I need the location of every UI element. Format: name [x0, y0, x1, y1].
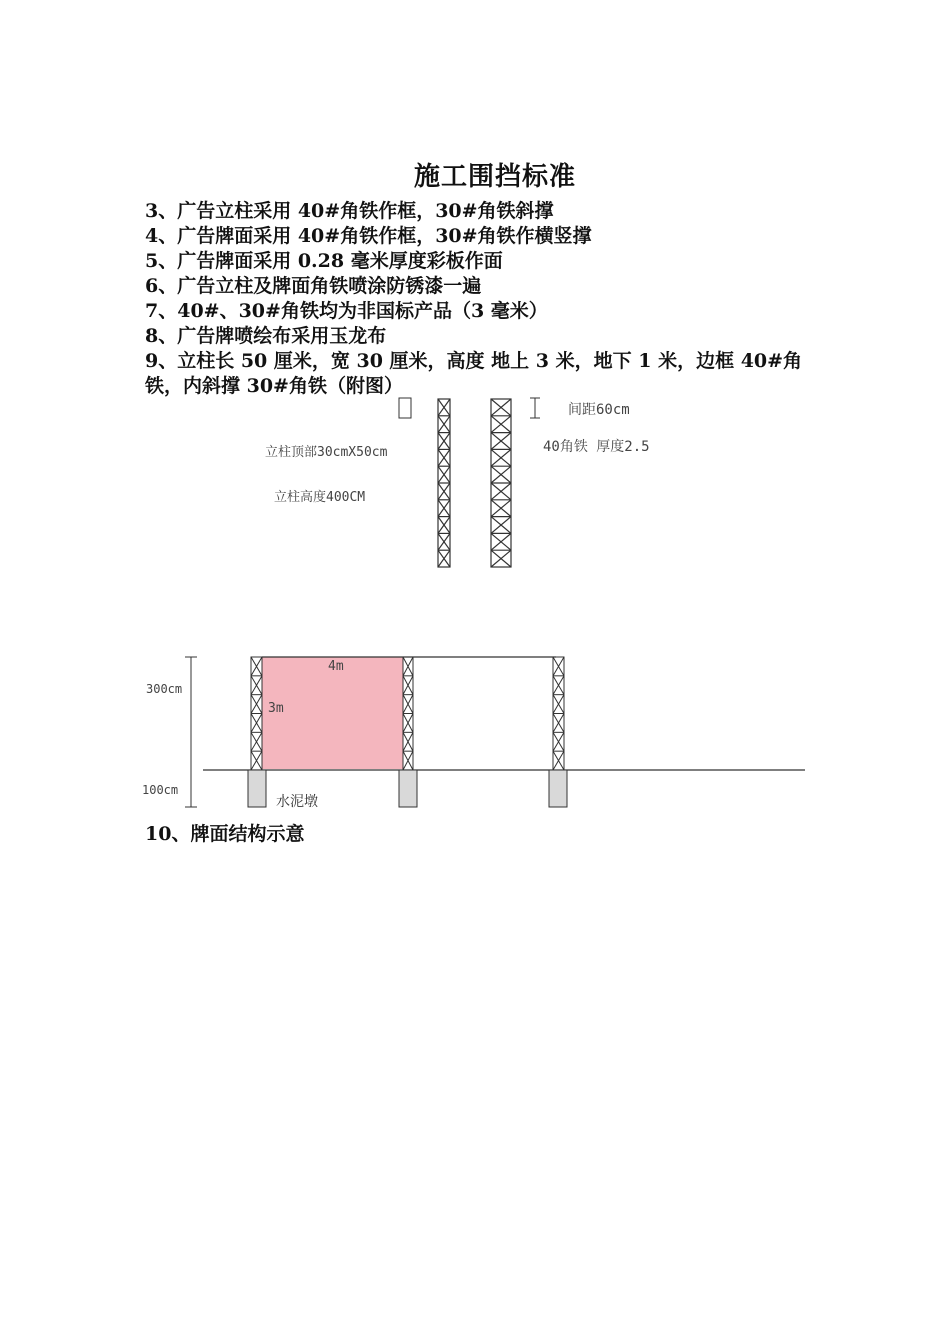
- concrete-base-label: 水泥墩: [276, 794, 318, 810]
- spacing-label: 间距60cm: [568, 402, 630, 418]
- item-9: 9、立柱长 50 厘米，宽 30 厘米，高度 地上 3 米，地下 1 米，边框 40#角铁，内斜撑 30#角铁（附图）: [145, 350, 803, 397]
- column-top-section: [399, 398, 411, 418]
- height-dimension: [185, 657, 197, 807]
- item-5: 5、广告牌面采用 0.28 毫米厚度彩板作面: [145, 250, 503, 272]
- item-3: 3、广告立柱采用 40#角铁作框，30#角铁斜撑: [145, 200, 554, 222]
- item-8: 8、广告牌喷绘布采用玉龙布: [145, 325, 387, 347]
- panel-width-label: 4m: [328, 659, 344, 674]
- column-height-label: 立柱高度400CM: [274, 490, 366, 505]
- figure-caption: 10、牌面结构示意: [145, 823, 305, 845]
- item-6: 6、广告立柱及牌面角铁喷涂防锈漆一遍: [145, 275, 482, 297]
- post-right: [553, 657, 564, 770]
- below-ground-label: 100cm: [142, 783, 179, 797]
- item-4: 4、广告牌面采用 40#角铁作框，30#角铁作横竖撑: [145, 225, 592, 247]
- angle-iron-label: 40角铁 厚度2.5: [543, 439, 650, 455]
- column-front-view: [491, 399, 511, 567]
- column-top-label: 立柱顶部30cmX50cm: [265, 445, 388, 460]
- item-7: 7、40#、30#角铁均为非国标产品（3 毫米）: [145, 300, 548, 322]
- above-ground-label: 300cm: [146, 682, 183, 696]
- spacing-marker: [530, 398, 540, 418]
- panel-height-label: 3m: [268, 701, 284, 716]
- post-middle: [403, 657, 413, 770]
- document-title: 施工围挡标准: [413, 162, 576, 192]
- post-left: [251, 657, 262, 770]
- column-side-view: [438, 399, 450, 567]
